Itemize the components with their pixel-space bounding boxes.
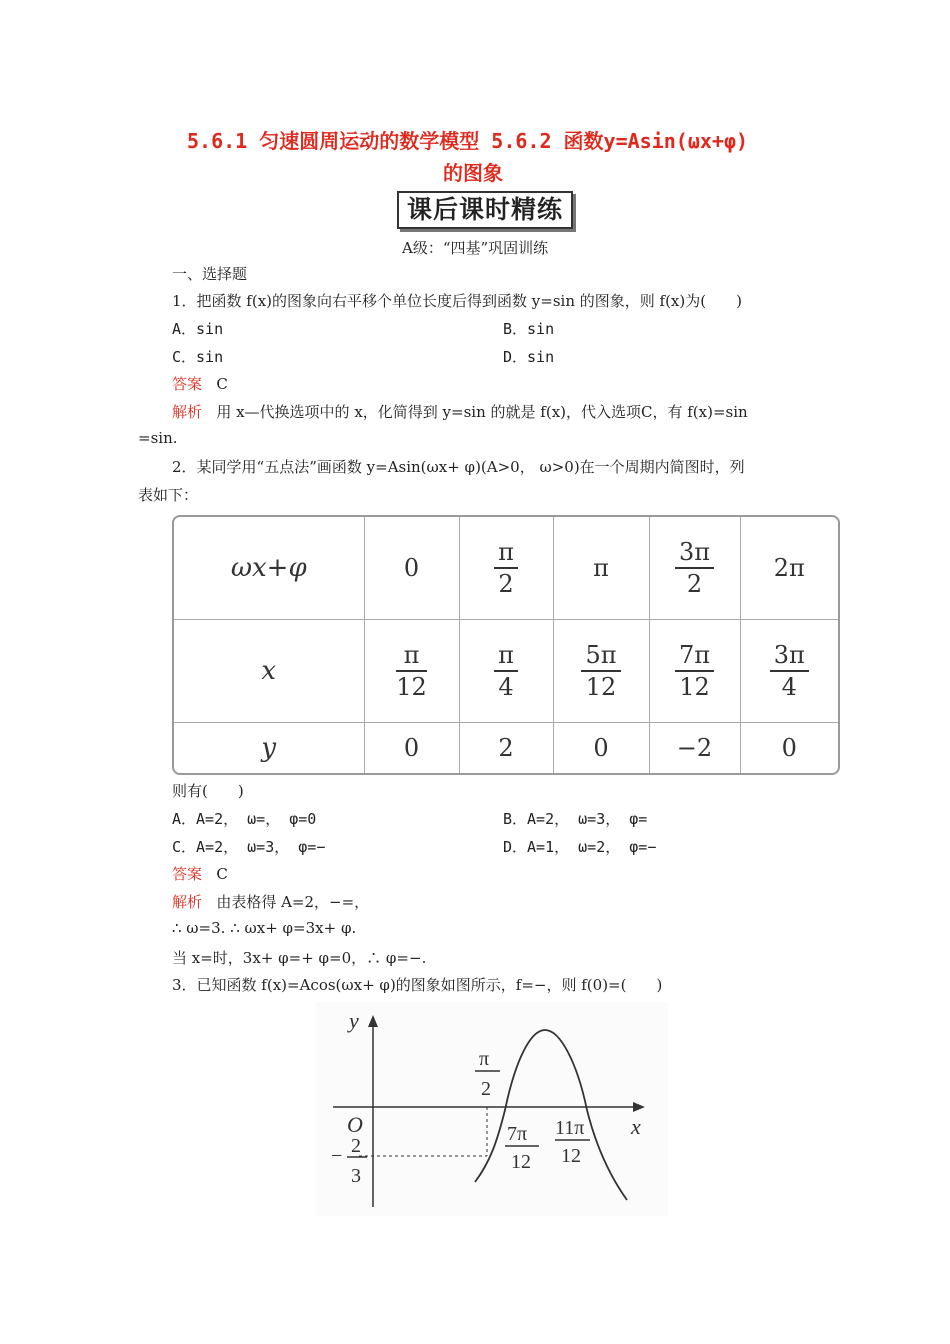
q1-stem: 1．把函数 f(x)的图象向右平移个单位长度后得到函数 y=sin 的图象，则 f(x)为( ) <box>172 292 742 310</box>
q2-option-a: A．A=2， ω=， φ=0 <box>172 810 317 828</box>
pi-half-numerator: π <box>479 1048 490 1070</box>
q2-then: 则有( ) <box>172 782 244 800</box>
analysis-text: 由表格得 A=2，−=， <box>216 893 370 911</box>
fraction <box>494 640 518 702</box>
fraction-denominator: 2 <box>686 570 703 599</box>
table-cell: 2 <box>459 723 553 773</box>
table-cell <box>459 517 553 620</box>
fraction <box>396 640 427 702</box>
table-row <box>174 517 838 620</box>
analysis-label: 解析 <box>172 403 203 421</box>
table-cell: 0 <box>364 723 459 773</box>
tick-11pi12-numerator: 11π <box>555 1117 585 1139</box>
table-cell: 0 <box>364 517 459 620</box>
q2-option-b: B．A=2， ω=3， φ= <box>503 810 648 828</box>
table-cell: 2π <box>740 517 838 620</box>
fraction-denominator: 4 <box>781 673 797 702</box>
doc-title-line1: 5.6.1 匀速圆周运动的数学模型 5.6.2 函数y=Asin(ωx+φ) <box>187 129 749 153</box>
q2-answer <box>172 863 228 884</box>
q2-stem: 2．某同学用“五点法”画函数 y=Asin(ωx+ φ)(A>0， ω>0)在一个周期内简图时，列 <box>172 458 745 476</box>
table-cell <box>364 620 459 723</box>
table-cell: 0 <box>553 723 649 773</box>
table-cell <box>459 620 553 723</box>
row-header-x: x <box>174 620 364 723</box>
table-cell <box>553 620 649 723</box>
five-point-table <box>172 515 840 775</box>
fraction-numerator: 3π <box>770 640 809 672</box>
fraction-numerator: 7π <box>675 640 714 672</box>
answer-value: C <box>216 375 228 393</box>
q1-analysis-cont: =sin. <box>138 429 178 447</box>
fraction-numerator: 3π <box>675 537 714 569</box>
cosine-graph <box>315 1002 668 1216</box>
fraction <box>581 640 620 702</box>
q2-analysis-line2: ∴ ω=3. ∴ ωx+ φ=3x+ φ. <box>172 919 357 937</box>
tick-7pi12-denominator: 12 <box>511 1151 531 1173</box>
q2-analysis <box>172 891 369 912</box>
q2-option-d: D．A=1， ω=2， φ=− <box>503 838 657 856</box>
section-heading: 一、选择题 <box>172 265 248 283</box>
answer-label: 答案 <box>172 375 203 393</box>
fraction-denominator: 12 <box>679 673 710 702</box>
table-row <box>174 620 838 723</box>
y-axis-label: y <box>349 1008 359 1033</box>
answer-value: C <box>216 865 228 883</box>
q1-option-a: A．sin <box>172 320 224 338</box>
row-header-phase: ωx+φ <box>174 517 364 620</box>
level-heading: A级：“四基”巩固训练 <box>402 239 549 257</box>
x-axis-label: x <box>631 1114 641 1139</box>
doc-title-line2: 的图象 <box>443 161 503 185</box>
q2-analysis-line3: 当 x=时，3x+ φ=+ φ=0，∴ φ=−. <box>172 949 427 967</box>
fraction-numerator: π <box>494 537 518 569</box>
analysis-text: 用 x—代换选项中的 x，化简得到 y=sin 的就是 f(x)，代入选项C，有 f(x)=sin <box>216 403 748 421</box>
table-cell: π <box>553 517 649 620</box>
fraction-denominator: 12 <box>396 673 427 702</box>
q1-option-d: D．sin <box>503 348 555 366</box>
analysis-label: 解析 <box>172 893 203 911</box>
fraction-numerator: π <box>494 640 518 672</box>
table-cell: 0 <box>740 723 838 773</box>
fraction-numerator: 5π <box>581 640 620 672</box>
row-header-y: y <box>174 723 364 773</box>
fraction <box>675 537 714 599</box>
fraction-denominator: 2 <box>498 570 514 599</box>
table-cell <box>649 517 740 620</box>
fraction <box>675 640 714 702</box>
q1-answer <box>172 373 228 394</box>
value-numerator: 2 <box>351 1135 361 1157</box>
q1-option-c: C．sin <box>172 348 224 366</box>
q3-stem: 3．已知函数 f(x)=Acos(ωx+ φ)的图象如图所示，f=−，则 f(0)=( ) <box>172 976 663 994</box>
fraction <box>770 640 809 702</box>
value-neg-sign: − <box>331 1145 343 1167</box>
pi-half-denominator: 2 <box>481 1078 491 1100</box>
q2-stem-cont: 表如下： <box>138 486 199 504</box>
table-cell <box>740 620 838 723</box>
tick-7pi12-numerator: 7π <box>507 1123 528 1145</box>
table-cell: −2 <box>649 723 740 773</box>
tick-11pi12-denominator: 12 <box>561 1145 581 1167</box>
q1-analysis <box>172 401 748 422</box>
table-row <box>174 723 838 773</box>
table-cell <box>649 620 740 723</box>
value-denominator: 3 <box>351 1165 361 1187</box>
q2-option-c: C．A=2， ω=3， φ=− <box>172 838 326 856</box>
answer-label: 答案 <box>172 865 203 883</box>
fraction <box>494 537 518 599</box>
fraction-denominator: 4 <box>498 673 514 702</box>
origin-label: O <box>347 1112 363 1137</box>
fraction-numerator: π <box>396 640 427 672</box>
fraction-denominator: 12 <box>585 673 617 702</box>
q1-option-b: B．sin <box>503 320 555 338</box>
section-badge: 课后课时精练 <box>397 191 573 229</box>
